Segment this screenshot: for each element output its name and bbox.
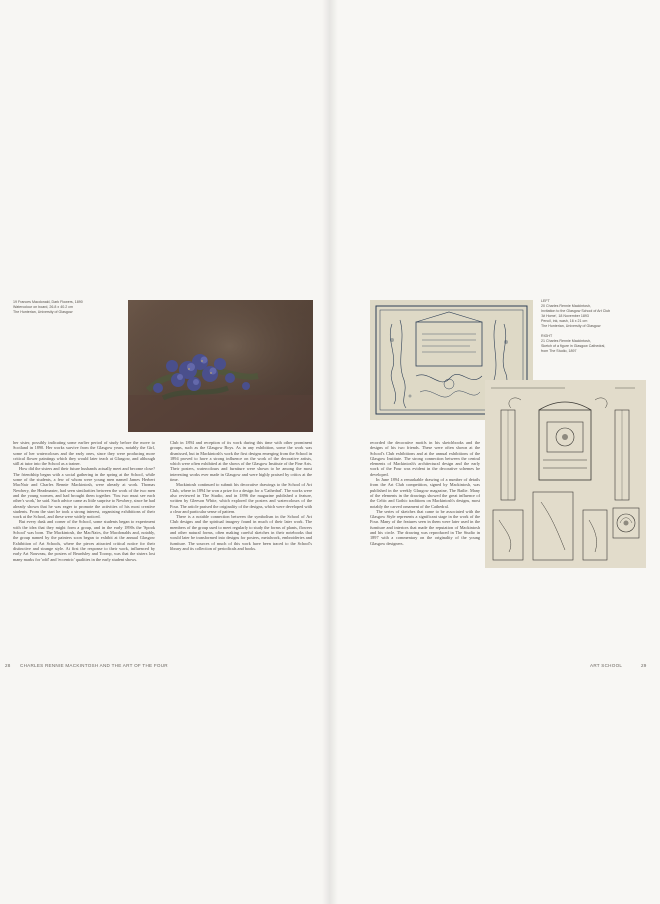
paragraph: Club in 1894 and reception of its work during this time with other prominent groups, such as the Glasgow Boys. As in any exhibition, some the work was dismissed, but in Mackintosh's work the first designs emerging from the School in 1894 proved to have a strong influence on the work of the decorative artists, which were often exhibited at the shows of the Glasgow Institute of the Fine Arts. Their posters, watercolours and furniture were shown to be among the most interesting works ever made in Glasgow and were highly praised by critics at the time. — [170, 440, 312, 483]
right-page — [330, 0, 660, 904]
running-title-left: CHARLES RENNIE MACKINTOSH AND THE ART OF THE FOUR — [20, 663, 168, 668]
caption-line: Pencil, ink, wash, 16 x 21 cm — [541, 319, 588, 323]
dark-flowers-painting — [128, 300, 313, 432]
caption-line: Watercolour on board, 26.8 x 40.2 cm — [13, 305, 73, 309]
page-number-right: 29 — [641, 663, 647, 668]
painting-image — [128, 300, 313, 432]
caption-line: 'At Home', 18 November 1893 — [541, 314, 589, 318]
caption-line: LEFT — [541, 299, 550, 303]
caption-line: 20 Charles Rennie Mackintosh, — [541, 304, 591, 308]
caption-line: RIGHT — [541, 334, 553, 338]
paragraph: Mackintosh continued to submit his decorative drawings to the School of Art Club, where in 1894 he won a prize for a design for a 'Cathedral'. The works were also reviewed in The Studio, and in 1896 the magazine published a feature, written by Gleeson White, which explored the posters and watercolours of the Four. The article praised the originality of the designs, which were developed with a clear and particular sense of pattern. — [170, 482, 312, 514]
figure-caption-left — [13, 300, 113, 315]
figure-caption-right — [541, 299, 641, 354]
body-text-column-1 — [13, 440, 155, 660]
paragraph: The series of sketches that came to be associated with the Glasgow Style represents a significant stage in the work of the Four. Many of the features seen in them were later used in the furniture and interiors that made the reputation of Mackintosh and his circle. The drawing was reproduced in The Studio in 1897 with a commentary on the originality of the young Glasgow designers. — [370, 508, 480, 546]
caption-line: The Hunterian, University of Glasgow — [541, 324, 601, 328]
paragraph: In June 1894 a remarkable drawing of a number of details from the Art Club competition, signed by Mackintosh, was published in the weekly Glasgow magazine, The Bailie. Many of the elements in the drawings showed the great influence of the Celtic and Gothic traditions on Mackintosh's designs, most notably the carved ornament of the Cathedral. — [370, 477, 480, 509]
paragraph: her sister, possibly indicating some earlier period of study before the move to Scotland in 1890. Her works survive from the Glasgow years, notably the Girl, some of her watercolours and the early ones, since they were producing more critical flower paintings which they would later teach at Glasgow, and although still at tutor into the School as a trainer. — [13, 440, 155, 467]
caption-line: 21 Charles Rennie Mackintosh, — [541, 339, 591, 343]
page-number-left: 28 — [5, 663, 11, 668]
caption-line: 19 Frances Macdonald, Dark Flowers, 1890 — [13, 300, 83, 304]
book-gutter — [322, 0, 338, 904]
paragraph: There is a notable connection between the symbolism in the School of Art Club designs and the spiritual imagery found in much of their later work. The members of the group used to meet regularly to study the forms of plants, flowers and other natural forms, often making careful sketches in their notebooks that would later be transformed into designs for posters, metalwork, embroideries and furniture. The sources of much of this work have been traced to the School's library and its collection of periodicals and books. — [170, 514, 312, 551]
caption-line: Sketch of a figure in Glasgow Cathedral, — [541, 344, 606, 348]
body-text-column-1 — [370, 440, 480, 664]
cathedral-sketch — [485, 380, 646, 568]
caption-line: The Hunterian, University of Glasgow — [13, 310, 73, 314]
paragraph: But every dusk and corner of the School, some students began to experiment with the idea that they might form a group, and in the early 1890s the 'Spook School' was born. The Mackintosh, the MacNairs, the Macdonalds and, notably, the group named by the painters soon began to exhibit at the annual Glasgow Exhibition of Art Schools, where the pieces attracted critical notice for their distinctive and strange style. At first the response to their work, influenced by early Art Nouveau, the posters of Beardsley and Toorop, was that the sisters lost many marks for 'odd' and 'eccentric' qualities in the early student shows. — [13, 519, 155, 562]
body-text-column-2 — [170, 440, 312, 660]
paragraph: recorded the decorative motifs in his sketchbooks and the designs of his two friends. These were often shown at the School's Club exhibitions and at the annual exhibitions of the Glasgow Institute. The strong connection between the central elements of Mackintosh's architectural design and the early work of the Four was evident in the decorative schemes he developed. — [370, 440, 480, 477]
paragraph: How did the sisters and their future husbands actually meet and become close? The friendship began with a social gathering in the spring at the School, while some of the students, a few of whom were young men named James Herbert MacNair and Charles Rennie Mackintosh, were already at work. Thomas Newbery, the Headmaster, had seen similarities between the work of the two men and the young women, and had brought them together. 'You two must see each other's work,' he said. Such advice came as little surprise to Newbery, since he had already shown that he was eager to promote the activities of his most creative students. From the start he took a strong interest, organising exhibitions of their work at the School, and these were widely noticed. — [13, 466, 155, 520]
caption-line: from The Studio, 1897 — [541, 349, 577, 353]
running-title-right: ART SCHOOL — [590, 663, 623, 668]
sketch-image — [485, 380, 646, 568]
caption-line: Invitation to the Glasgow School of Art Club — [541, 309, 611, 313]
